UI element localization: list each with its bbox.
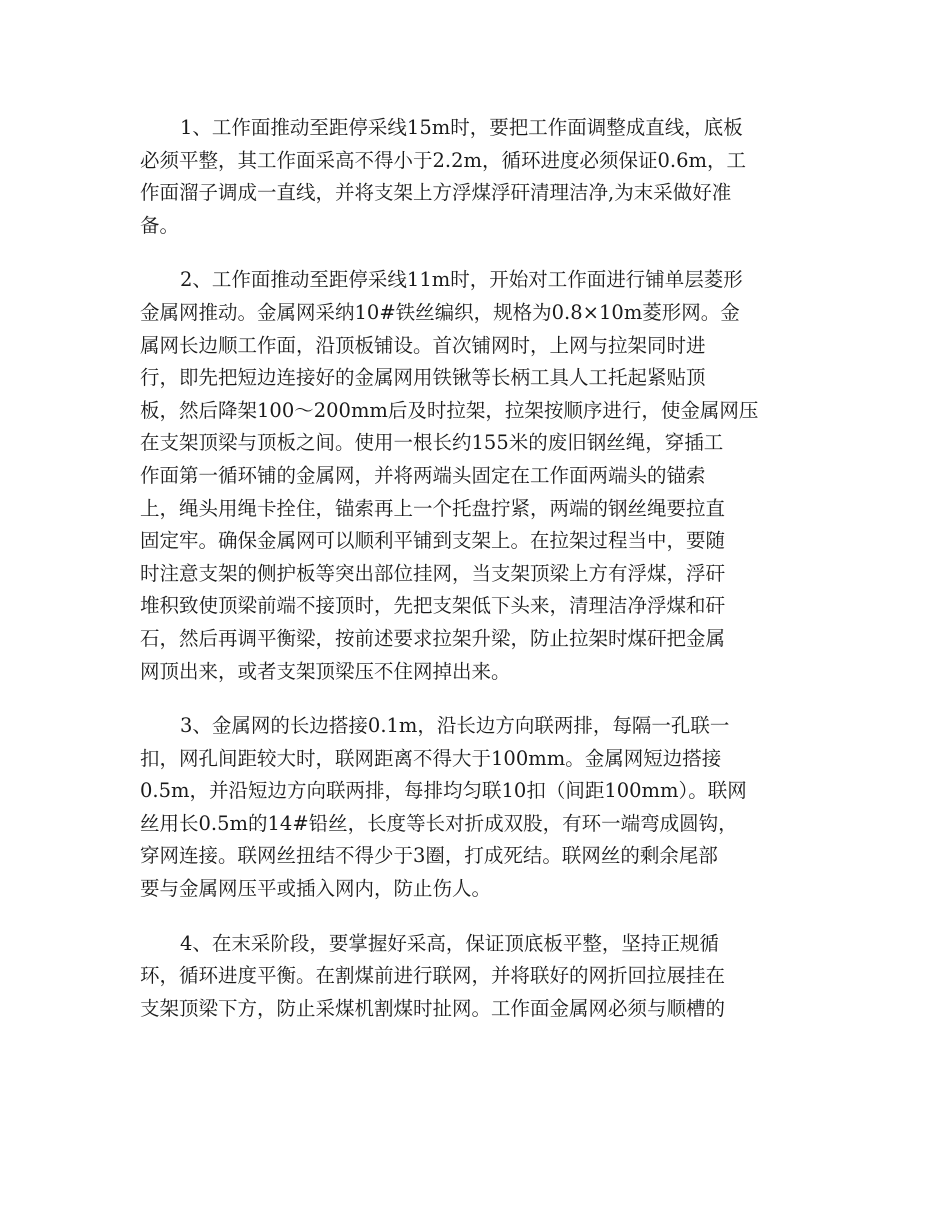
text-line: 固定牢。确保金属网可以顺利平铺到支架上。在拉架过程当中，要随 xyxy=(140,529,726,553)
paragraph-3 xyxy=(140,710,810,906)
text-line: 2、工作面推动至距停采线11m时，开始对工作面进行铺单层菱形 xyxy=(180,268,743,292)
text-line: 丝用长0.5m的14#铅丝，长度等长对折成双股，有环一端弯成圆钩， xyxy=(140,811,738,835)
paragraph-4 xyxy=(140,928,810,1026)
text-line: 板，然后降架100～200mm后及时拉架，拉架按顺序进行，使金属网压 xyxy=(140,398,759,422)
document-body xyxy=(140,112,810,1047)
text-line: 作面第一循环铺的金属网，并将两端头固定在工作面两端头的锚索 xyxy=(140,463,706,487)
text-line: 必须平整，其工作面采高不得小于2.2m，循环进度必须保证0.6m，工 xyxy=(140,148,747,172)
text-line: 要与金属网压平或插入网内，防止伤人。 xyxy=(140,877,492,901)
text-line: 行，即先把短边连接好的金属网用铁锹等长柄工具人工托起紧贴顶 xyxy=(140,366,706,390)
paragraph-2 xyxy=(140,264,810,688)
text-line: 穿网连接。联网丝扭结不得少于3圈，打成死结。联网丝的剩余尾部 xyxy=(140,844,718,868)
text-line: 堆积致使顶梁前端不接顶时，先把支架低下头来，清理洁净浮煤和矸 xyxy=(140,594,726,618)
text-line: 在支架顶梁与顶板之间。使用一根长约155米的废旧钢丝绳，穿插工 xyxy=(140,431,724,455)
text-line: 3、金属网的长边搭接0.1m，沿长边方向联两排，每隔一孔联一 xyxy=(180,714,730,738)
text-line: 作面溜子调成一直线，并将支架上方浮煤浮矸清理洁净,为末采做好准 xyxy=(140,181,732,205)
text-line: 支架顶梁下方，防止采煤机割煤时扯网。工作面金属网必须与顺槽的 xyxy=(140,996,726,1020)
text-line: 网顶出来，或者支架顶梁压不住网掉出来。 xyxy=(140,659,511,683)
text-line: 属网长边顺工作面，沿顶板铺设。首次铺网时，上网与拉架同时进 xyxy=(140,333,706,357)
text-line: 时注意支架的侧护板等突出部位挂网，当支架顶梁上方有浮煤，浮矸 xyxy=(140,561,726,585)
text-line: 0.5m，并沿短边方向联两排，每排均匀联10扣（间距100mm）。联网 xyxy=(140,779,747,803)
text-line: 石，然后再调平衡梁，按前述要求拉架升梁，防止拉架时煤矸把金属 xyxy=(140,626,726,650)
text-line: 1、工作面推动至距停采线15m时，要把工作面调整成直线，底板 xyxy=(180,116,743,139)
text-line: 4、在末采阶段，要掌握好采高，保证顶底板平整，坚持正规循 xyxy=(180,931,719,955)
text-line: 环，循环进度平衡。在割煤前进行联网，并将联好的网折回拉展挂在 xyxy=(140,964,726,988)
text-line: 备。 xyxy=(140,213,180,237)
text-line: 上，绳头用绳卡拴住，锚索再上一个托盘拧紧，两端的钢丝绳要拉直 xyxy=(140,496,726,520)
text-line: 扣，网孔间距较大时，联网距离不得大于100mm。金属网短边搭接 xyxy=(140,746,722,770)
paragraph-1 xyxy=(140,112,810,242)
text-line: 金属网推动。金属网采纳10#铁丝编织，规格为0.8×10m菱形网。金 xyxy=(140,300,740,324)
